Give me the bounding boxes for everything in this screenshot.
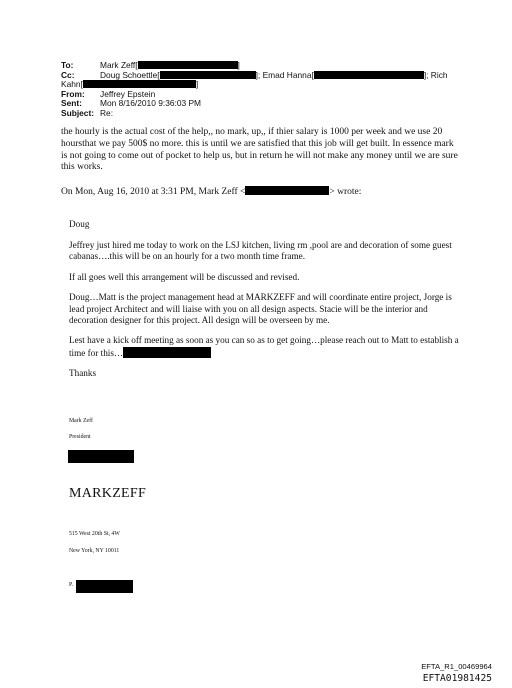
from-label: From: (61, 88, 85, 99)
cc-label: Cc: (61, 69, 75, 80)
cc-name-b: ]; Emad Hanna[ (255, 69, 314, 80)
quoted-paragraph-4 (69, 335, 459, 358)
cc-row (61, 71, 461, 81)
to-label: To: (61, 60, 74, 70)
redaction (160, 71, 256, 79)
quoted-message (69, 219, 459, 389)
cc-name-a: Doug Schoettle[ (100, 69, 160, 80)
bates-number-1: EFTA_R1_00469964 (421, 662, 492, 671)
redaction (314, 71, 424, 79)
quoted-paragraph-1: Jeffrey just hired me today to work on the LSJ kitchen, living rm ,pool are and decoration of some guest cabanas….this will be on an hourly for a two month time frame. (69, 239, 452, 261)
redaction (68, 450, 134, 463)
cc-cont-suffix: ] (195, 79, 199, 90)
cc-cont-name: Kahn[ (61, 79, 83, 90)
phone-prefix: P. (69, 582, 74, 588)
signature-name: Mark Zeff (69, 418, 93, 424)
company-logo: MARKZEFF (69, 486, 147, 501)
subject-row (61, 109, 461, 119)
sent-label: Sent: (61, 98, 82, 109)
address-line-2: New York, NY 10011 (69, 548, 120, 554)
quoted-header (61, 186, 481, 198)
subject-value: Re: (100, 107, 114, 118)
redaction (123, 347, 211, 358)
quoted-paragraph-3: Doug…Matt is the project management head at MARKZEFF and will coordinate entire project, Jorge is lead project Architect and will liaise with you on all design aspects. Stacie will be the interior and decoration designer for this project. All design will be overseen by me. (69, 292, 452, 325)
cc-value (100, 71, 448, 81)
signature-title: President (69, 434, 91, 440)
email-header (61, 61, 461, 119)
sent-row (61, 99, 461, 109)
to-name: Mark Zeff[ (100, 60, 138, 70)
quoted-paragraph-2: If all goes well this arrangement will be discussed and revised. (69, 271, 300, 282)
cc-name-c: ]; Rich (423, 69, 448, 80)
sent-value: Mon 8/16/2010 9:36:03 PM (100, 98, 202, 109)
quoted-closing: Thanks (69, 368, 97, 379)
reply-body (61, 127, 459, 174)
redaction (76, 580, 133, 593)
quoted-greeting: Doug (69, 219, 90, 229)
quoted-header-prefix: On Mon, Aug 16, 2010 at 3:31 PM, Mark Zeff < (61, 187, 246, 197)
to-suffix: ] (237, 60, 240, 70)
bates-number-2: EFTA01981425 (422, 673, 492, 684)
quoted-paragraph-4-text: Lest have a kick off meeting as soon as you can so as to get going…please reach out to Matt to establish a time for this… (69, 335, 459, 358)
reply-text: the hourly is the actual cost of the help,, no mark, up,, if thier salary is 1000 per week and we use 20 hoursthat we pay 500$ no more. this is until we are satisfied that this job will get built. In essence mark is not going to come out of pocket to help us, but in return he will not make any money until we are sure this works. (61, 127, 458, 173)
redaction (245, 186, 329, 195)
redaction (83, 79, 199, 90)
from-value: Jeffrey Epstein (100, 88, 156, 99)
quoted-header-suffix: > wrote: (329, 187, 362, 197)
redaction (138, 61, 238, 69)
subject-label: Subject: (61, 107, 95, 118)
address-line-1: 515 West 20th St, 4W (69, 531, 120, 537)
phone-line (69, 582, 73, 589)
